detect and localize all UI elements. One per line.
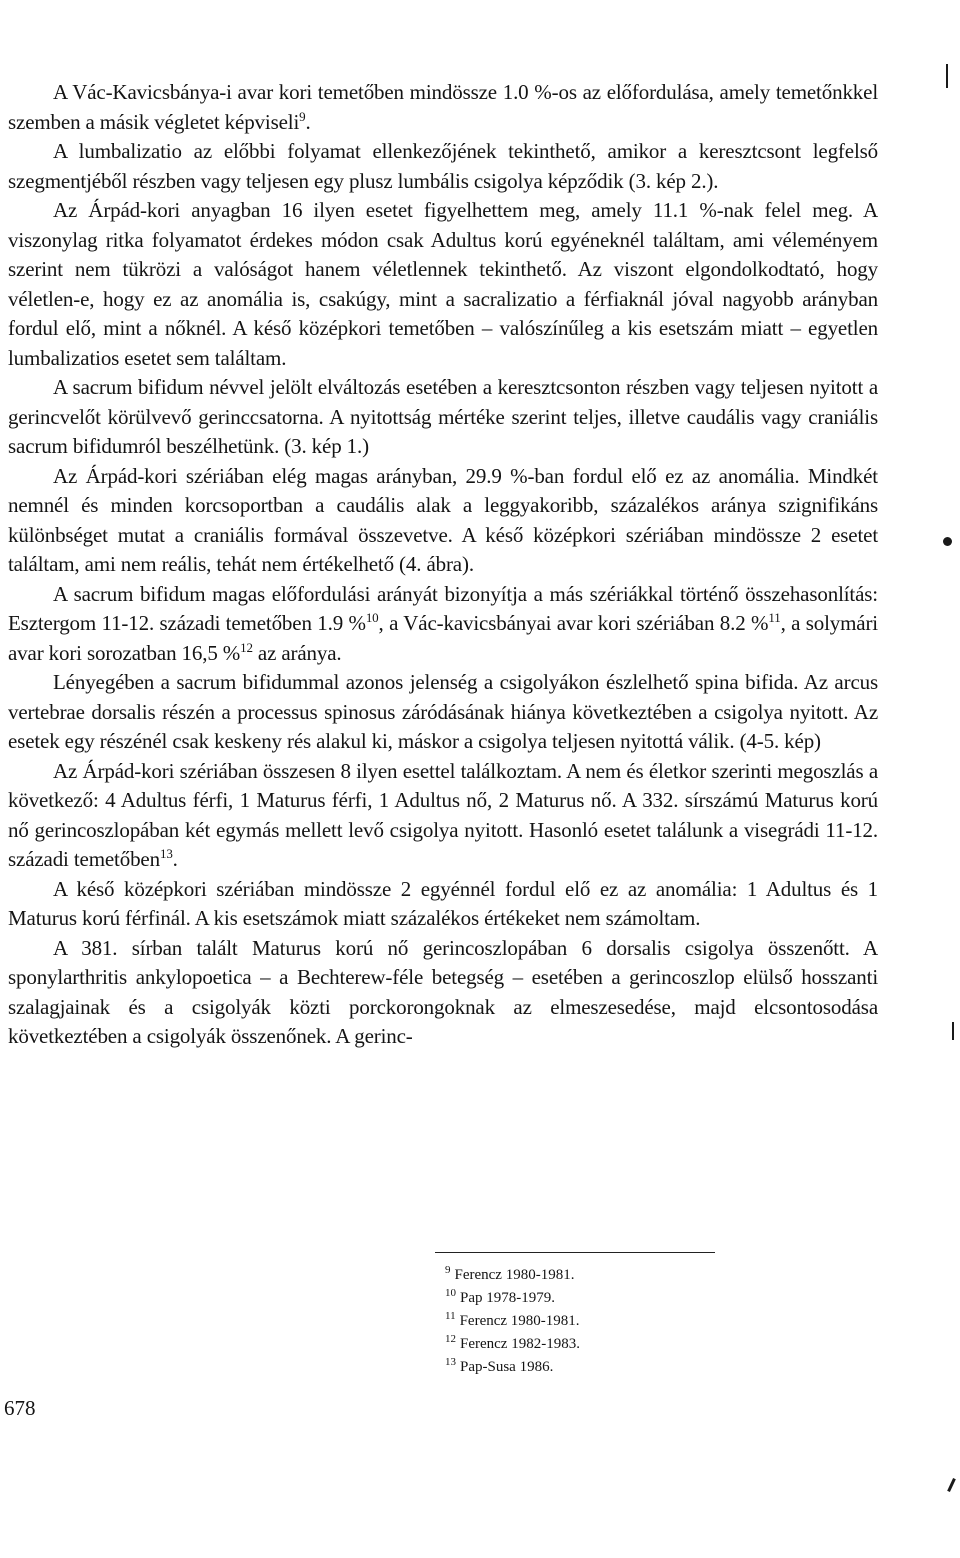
footnote <box>445 1333 580 1356</box>
footnote-number: 11 <box>445 1310 456 1322</box>
footnote <box>445 1264 580 1287</box>
paragraph <box>8 78 878 137</box>
margin-mark <box>947 1478 956 1492</box>
footnote-text: Pap 1978-1979. <box>460 1290 555 1306</box>
paragraph-text: A késő középkori szériában mindössze 2 egyénnél fordul elő ez az anomália: 1 Adultus és 1 Maturus korú férfinál. A kis esetszámok miatt százalékos értékeket nem számoltam. <box>8 876 878 930</box>
paragraph <box>8 462 878 580</box>
footnote <box>445 1310 580 1333</box>
margin-mark <box>946 64 948 88</box>
paragraph <box>8 196 878 373</box>
paragraph <box>8 580 878 669</box>
footnote-number: 9 <box>445 1264 451 1276</box>
footnote-number: 13 <box>445 1356 456 1368</box>
paragraph <box>8 875 878 934</box>
footnote-ref: 9 <box>299 108 306 124</box>
paragraph-text: Lényegében a sacrum bifidummal azonos jelenség a csigolyákon észlelhető spina bifida. Az arcus vertebrae dorsalis részén a processus spinosus záródásának hiánya következtében a csigolya nyitott. Az esetek egy részénél csak keskeny rés alakul ki, máskor a csigolya teljesen nyitottá válik. (4-5. kép) <box>8 670 878 753</box>
paragraph <box>8 373 878 462</box>
paragraph-text: A 381. sírban talált Maturus korú nő gerincoszlopában 6 dorsalis csigolya összenőtt. A sponylarthritis ankylopoetica – a Bechterew-féle betegség – esetében a gerincoszlop elülső hosszanti szalagjainak és a csigolyák közti porckorongoknak az elmeszesedése, majd elcsontosodása következtében a csigolyák összenőnek. A gerinc- <box>8 935 878 1048</box>
paragraph <box>8 934 878 1052</box>
footnote-ref: 11 <box>768 610 781 625</box>
paragraph <box>8 757 878 875</box>
paragraph-text: Az Árpád-kori szériában elég magas arányban, 29.9 %-ban fordul elő ez az anomália. Mindkét nemnél és minden korcsoportban a caudális alak a leggyakoribb, százalékos aránya szignifikáns különbséget mutat a craniális formával összevetve. A késő középkori szériában mindössze 2 esetet találtam, ami nem reális, tehát nem értékelhető (4. ábra). <box>8 463 878 576</box>
footnote-ref: 12 <box>240 639 253 655</box>
margin-dot <box>943 537 952 546</box>
page-number: 678 <box>4 1396 36 1420</box>
footnotes <box>445 1264 580 1379</box>
footnote <box>445 1356 580 1379</box>
paragraph <box>8 668 878 757</box>
footnote-number: 12 <box>445 1333 456 1345</box>
footnote-ref: 10 <box>365 610 379 625</box>
paragraph-text: az aránya. <box>252 640 342 665</box>
footnote <box>445 1287 580 1310</box>
paragraph-text: A sacrum bifidum névvel jelölt elváltozás esetében a keresztcsonton részben vagy teljesen nyitott a gerincvelőt körülvevő gerinccsatorna. A nyitottság mértéke szerint teljes, illetve caudális vagy craniális sacrum bifidumról beszélhetünk. (3. kép 1.) <box>8 375 878 458</box>
footnote-ref: 13 <box>159 846 173 861</box>
footnote-text: Ferencz 1982-1983. <box>460 1336 580 1352</box>
footnote-divider <box>435 1252 715 1253</box>
paragraph-text: Az Árpád-kori anyagban 16 ilyen esetet figyelhettem meg, amely 11.1 %-nak felel meg. A viszonylag ritka folyamatot érdekes módon csak Adultus korú egyéneknél találtam, ami véleményem szerint nem tükrözi a valóságot hanem véletlennek tekinthető. Az viszont elgondolkodtató, hogy véletlen-e, hogy ez az anomália is, csakúgy, mint a sacralizatio a férfiaknál jóval nagyobb arányban fordul elő, mint a nőknél. A késő középkori temetőben – valószínűleg a kis esetszám miatt – egyetlen lumbalizatios esetet sem találtam. <box>8 198 878 370</box>
paragraph <box>8 137 878 196</box>
paragraph-text: . <box>172 847 178 871</box>
footnote-text: Pap-Susa 1986. <box>460 1359 554 1375</box>
footnote-text: Ferencz 1980-1981. <box>454 1267 575 1283</box>
margin-mark <box>952 1022 954 1040</box>
paragraph-text: Az Árpád-kori szériában összesen 8 ilyen esettel találkoztam. A nem és életkor szerinti megoszlás a következő: 4 Adultus férfi, 1 Maturus férfi, 1 Adultus nő, 2 Maturus nő. A 332. sírszámú Maturus korú nő gerincoszlopában két egymás mellett levő csigolya nyitott. Hasonló esetet találunk a visegrádi 11-12. századi temetőben <box>8 758 878 871</box>
paragraph-text: A Vác-Kavicsbánya-i avar kori temetőben mindössze 1.0 %-os az előfordulása, amely temetőnkkel szemben a másik végletet képviseli <box>8 80 878 134</box>
footnote-number: 10 <box>445 1287 456 1299</box>
footnote-text: Ferencz 1980-1981. <box>459 1313 580 1329</box>
paragraph-text: . <box>305 109 311 134</box>
paragraph-text: A sacrum bifidum magas előfordulási arányát bizonyítja a más szériákkal történő összehasonlítás: Esztergom 11-12. századi temetőben 1.9 % <box>8 581 878 635</box>
paragraph-text: , a Vác-kavicsbányai avar kori szériában 8.2 % <box>378 611 769 635</box>
body-text <box>8 78 878 1052</box>
paragraph-text: , a solymári avar kori sorozatban 16,5 % <box>8 611 878 665</box>
paragraph-text: A lumbalizatio az előbbi folyamat ellenkezőjének tekinthető, amikor a keresztcsont legfelső szegmentjéből részben vagy teljesen egy plusz lumbális csigolya képződik (3. kép 2.). <box>8 139 878 193</box>
